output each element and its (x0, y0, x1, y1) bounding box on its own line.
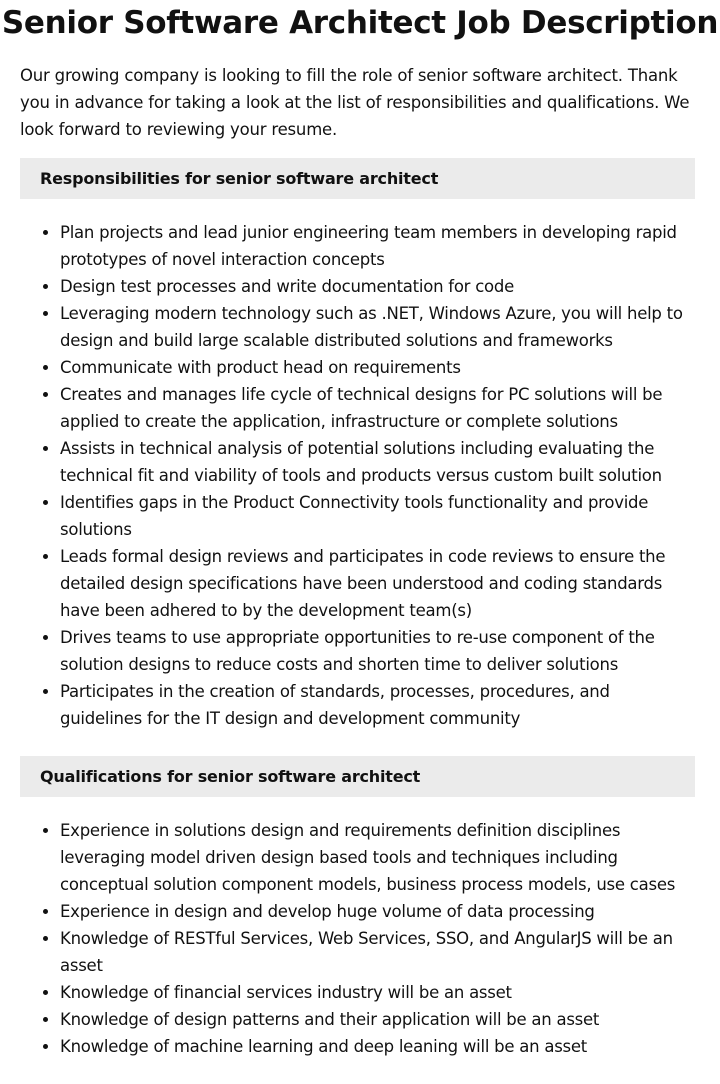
list-item: • Assists in technical analysis of potential solutions including evaluating the technical fit and viability of tools and products versus custom built solution (60, 435, 696, 489)
list-item: • Drives teams to use appropriate opportunities to re-use component of the solution designs to reduce costs and shorten time to deliver solutions (60, 624, 696, 678)
list-item: • Design test processes and write documentation for code (60, 273, 696, 300)
list-item: • Knowledge of RESTful Services, Web Services, SSO, and AngularJS will be an asset (60, 925, 696, 979)
list-item: • Communicate with product head on requirements (60, 354, 696, 381)
list-item: • Identifies gaps in the Product Connectivity tools functionality and provide solutions (60, 489, 696, 543)
list-item: • Plan projects and lead junior engineering team members in developing rapid prototypes of novel interaction concepts (60, 219, 696, 273)
list-item: • Leads formal design reviews and participates in code reviews to ensure the detailed design specifications have been understood and coding standards have been adhered to by the development team(s) (60, 543, 696, 624)
qualifications-list (20, 817, 696, 1060)
responsibilities-heading: Responsibilities for senior software architect (20, 158, 695, 199)
list-item: • Knowledge of financial services industry will be an asset (60, 979, 696, 1006)
intro-paragraph: Our growing company is looking to fill the role of senior software architect. Thank you in advance for taking a look at the list of responsibilities and qualifications. We look forward to reviewing your resume. (20, 66, 690, 139)
list-item: • Participates in the creation of standards, processes, procedures, and guidelines for the IT design and development community (60, 678, 696, 732)
list-item: • Experience in solutions design and requirements definition disciplines leveraging model driven design based tools and techniques including conceptual solution component models, business process models, use cases (60, 817, 696, 898)
list-item: • Knowledge of machine learning and deep leaning will be an asset (60, 1033, 696, 1060)
list-item: • Knowledge of design patterns and their application will be an asset (60, 1006, 696, 1033)
list-item: • Leveraging modern technology such as .NET, Windows Azure, you will help to design and build large scalable distributed solutions and frameworks (60, 300, 696, 354)
responsibilities-list (20, 219, 696, 732)
qualifications-heading: Qualifications for senior software architect (20, 756, 695, 797)
list-item: • Experience in design and develop huge volume of data processing (60, 898, 696, 925)
list-item: • Creates and manages life cycle of technical designs for PC solutions will be applied to create the application, infrastructure or complete solutions (60, 381, 696, 435)
page-title: Senior Software Architect Job Description (1, 5, 719, 41)
